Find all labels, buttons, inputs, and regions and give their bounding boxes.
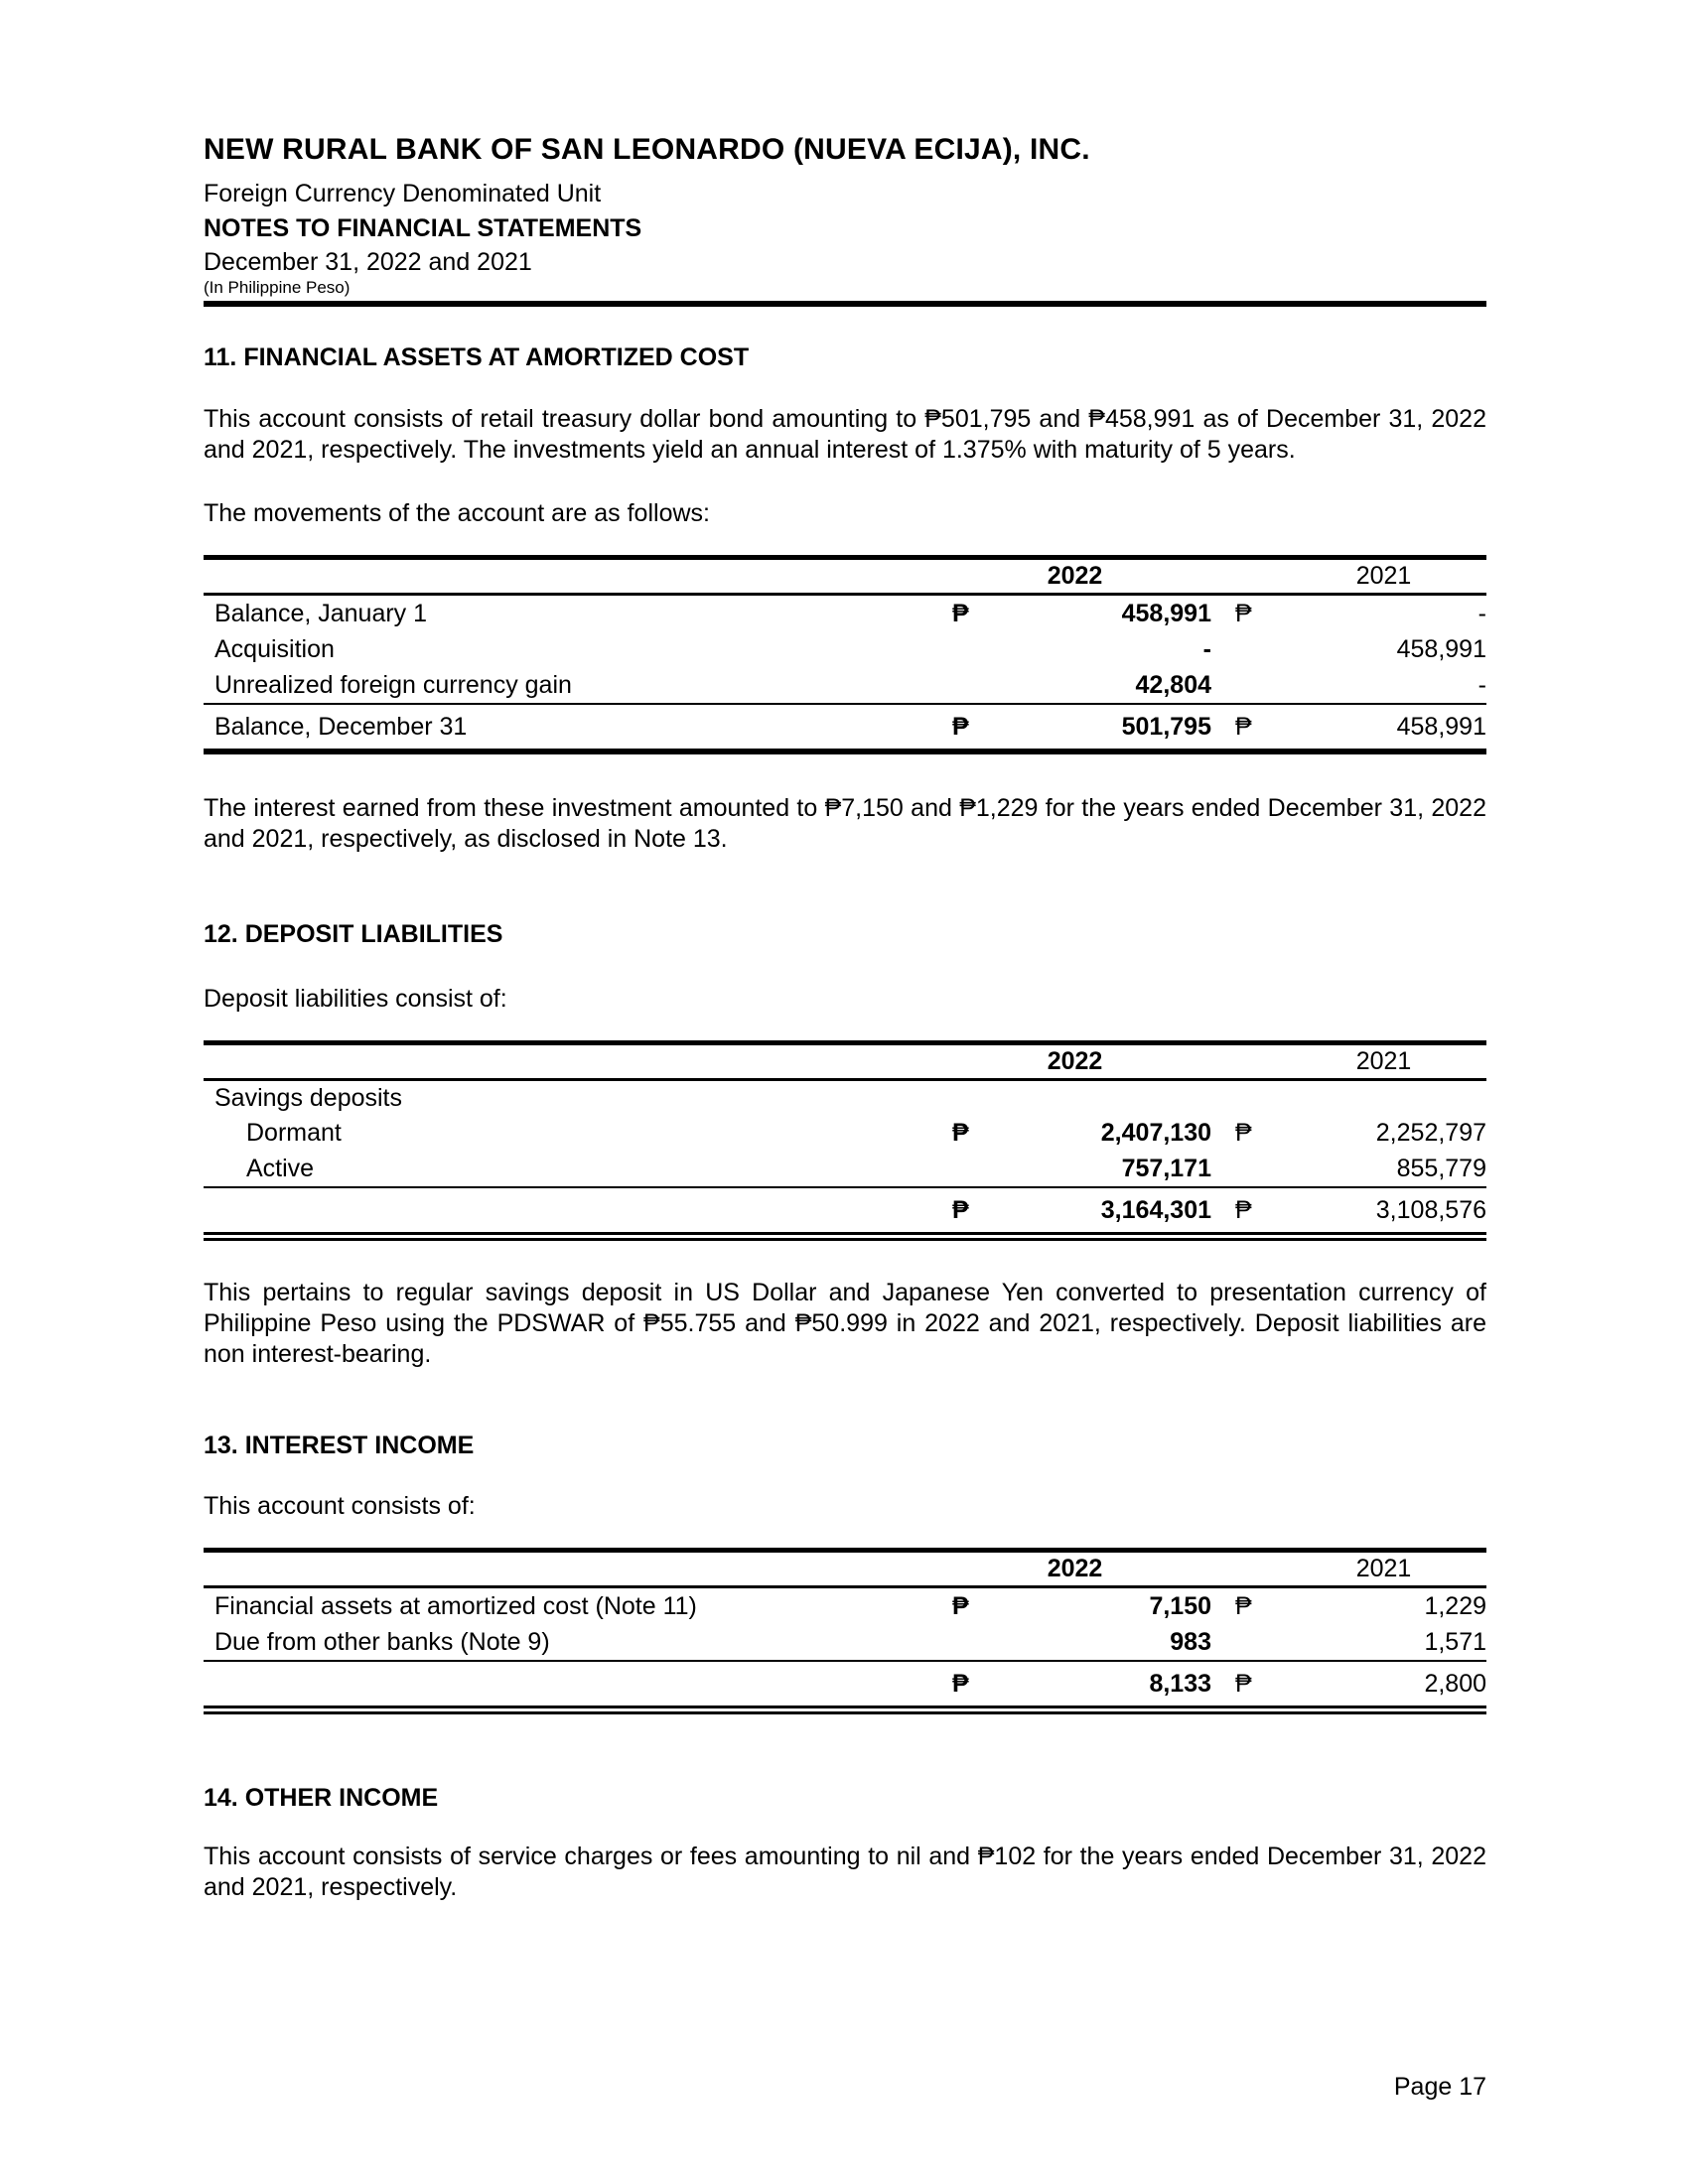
total-row: [204, 1186, 1486, 1232]
value-2021: 3,108,576: [1375, 1195, 1486, 1224]
section-11-heading: 11. FINANCIAL ASSETS AT AMORTIZED COST: [204, 343, 750, 371]
section-11-outro: The interest earned from these investment amounted to ₱7,150 and ₱1,229 for the years ended December 31, 2022 and 2021, respectively, as disclosed in Note 13.: [204, 794, 1486, 853]
peso-sign: ₱: [1235, 1669, 1252, 1698]
row-label: Unrealized foreign currency gain: [214, 670, 572, 699]
value-2022: 458,991: [1121, 599, 1211, 627]
interest-income-table: [204, 1548, 1486, 1714]
value-2021: 458,991: [1396, 712, 1486, 741]
section-interest-income: [204, 1431, 1486, 1714]
section-13-intro: This account consists of:: [204, 1492, 476, 1520]
peso-sign: ₱: [1235, 1118, 1252, 1147]
section-13-heading: 13. INTEREST INCOME: [204, 1432, 475, 1459]
unit-line: Foreign Currency Denominated Unit: [204, 180, 602, 207]
value-2022: 7,150: [1149, 1591, 1211, 1620]
row-label: Balance, December 31: [214, 712, 468, 741]
year-header-2021: 2021: [1355, 562, 1412, 590]
peso-sign: ₱: [1235, 712, 1252, 741]
row-label: Savings deposits: [214, 1083, 403, 1112]
value-2022: 983: [1170, 1627, 1211, 1656]
value-2021: 2,252,797: [1375, 1118, 1486, 1147]
row-label: Active: [246, 1154, 315, 1182]
section-12-intro: Deposit liabilities consist of:: [204, 985, 507, 1013]
value-2021: 1,571: [1424, 1627, 1486, 1656]
peso-sign: ₱: [952, 1591, 969, 1620]
peso-sign: ₱: [1235, 1591, 1252, 1620]
value-2022: 8,133: [1149, 1669, 1211, 1698]
row-label: Dormant: [246, 1118, 342, 1147]
value-2021: 458,991: [1396, 634, 1486, 663]
value-2021: 1,229: [1424, 1591, 1486, 1620]
group-row: [204, 1081, 1486, 1115]
row-label: Financial assets at amortized cost (Note 11): [214, 1591, 697, 1620]
value-2022: 3,164,301: [1100, 1195, 1211, 1224]
section-12-heading: 12. DEPOSIT LIABILITIES: [204, 920, 503, 948]
peso-sign: ₱: [952, 599, 969, 627]
date-line: December 31, 2022 and 2021: [204, 248, 532, 276]
peso-sign: ₱: [1235, 599, 1252, 627]
table-row: [204, 667, 1486, 703]
peso-sign: ₱: [952, 1118, 969, 1147]
section-14-paragraph: This account consists of service charges or fees amounting to nil and ₱102 for the years ended December 31, 2022 and 2021, respectively.: [204, 1843, 1486, 1901]
year-header-2022: 2022: [1047, 562, 1103, 590]
section-11-movements-intro: The movements of the account are as follows:: [204, 499, 710, 527]
currency-note: (In Philippine Peso): [204, 278, 351, 297]
section-deposit-liabilities: [204, 919, 1486, 1370]
section-14-heading: 14. OTHER INCOME: [204, 1784, 439, 1812]
year-header-2022: 2022: [1047, 1047, 1103, 1075]
value-2022: 2,407,130: [1100, 1118, 1211, 1147]
doc-title: NOTES TO FINANCIAL STATEMENTS: [204, 214, 642, 242]
deposit-table-header: [204, 1045, 1486, 1081]
movements-table-header: [204, 560, 1486, 596]
value-2022: 42,804: [1135, 670, 1211, 699]
value-2021: -: [1477, 599, 1486, 627]
value-2022: 501,795: [1121, 712, 1211, 741]
table-row: [204, 596, 1486, 631]
value-2021: -: [1477, 670, 1486, 699]
header-divider: [204, 301, 1486, 307]
section-11-paragraph: This account consists of retail treasury dollar bond amounting to ₱501,795 and ₱458,991 as of December 31, 2022 and 2021, respectively. The investments yield an annual interest of 1.375% with maturity of 5 years.: [204, 405, 1486, 464]
table-row: [204, 1624, 1486, 1660]
section-other-income: [204, 1783, 1486, 1903]
table-row: [204, 631, 1486, 667]
table-row: [204, 1151, 1486, 1186]
year-header-2021: 2021: [1355, 1555, 1412, 1582]
row-label: Balance, January 1: [214, 599, 428, 627]
row-label: Acquisition: [214, 634, 335, 663]
total-row: [204, 703, 1486, 749]
peso-sign: ₱: [952, 1669, 969, 1698]
interest-table-header: [204, 1553, 1486, 1588]
page-number: Page 17: [1393, 2073, 1486, 2101]
deposit-liabilities-table: [204, 1040, 1486, 1241]
movements-table: [204, 555, 1486, 754]
table-row: [204, 1115, 1486, 1151]
section-financial-assets: [204, 342, 1486, 855]
value-2022: 757,171: [1121, 1154, 1211, 1182]
year-header-2022: 2022: [1047, 1555, 1103, 1582]
table-row: [204, 1588, 1486, 1624]
bank-name: NEW RURAL BANK OF SAN LEONARDO (NUEVA ECIJA), INC.: [204, 133, 1090, 166]
peso-sign: ₱: [1235, 1195, 1252, 1224]
year-header-2021: 2021: [1355, 1047, 1412, 1075]
value-2021: 855,779: [1396, 1154, 1486, 1182]
value-2021: 2,800: [1424, 1669, 1486, 1698]
row-label: Due from other banks (Note 9): [214, 1627, 550, 1656]
section-12-outro: This pertains to regular savings deposit in US Dollar and Japanese Yen converted to presentation currency of Philippine Peso using the PDSWAR of ₱55.755 and ₱50.999 in 2022 and 2021, respectively. Deposit liabilities are non interest-bearing.: [204, 1279, 1486, 1368]
value-2022: -: [1202, 634, 1211, 663]
peso-sign: ₱: [952, 712, 969, 741]
peso-sign: ₱: [952, 1195, 969, 1224]
document-header: [204, 132, 1486, 307]
total-row: [204, 1660, 1486, 1706]
